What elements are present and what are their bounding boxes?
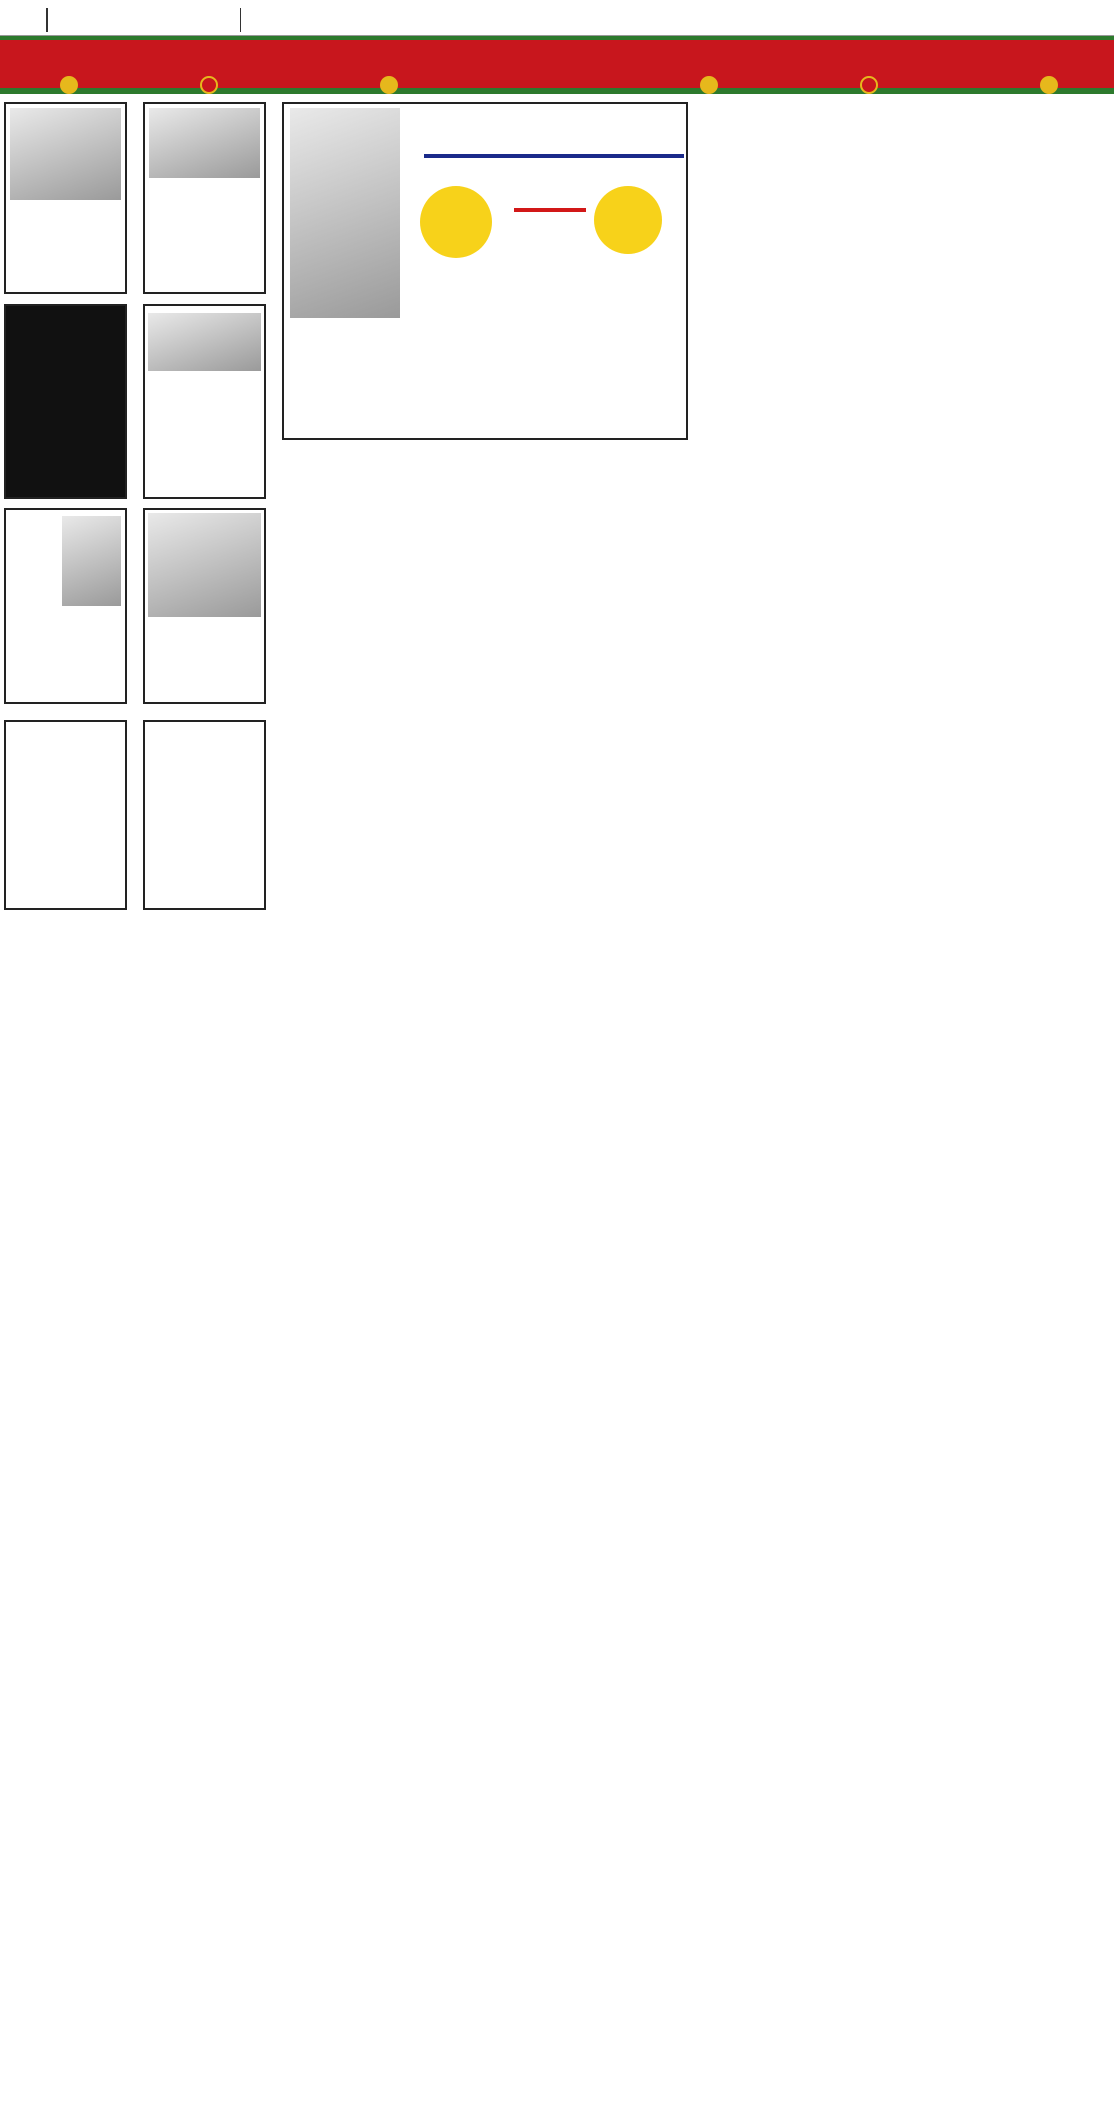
ornament-icon bbox=[860, 76, 878, 94]
ornament-icon bbox=[380, 76, 398, 94]
divider bbox=[240, 8, 241, 32]
ornament-icon bbox=[700, 76, 718, 94]
ad-damaris bbox=[143, 720, 266, 910]
ad-chicas-masajistas bbox=[4, 508, 127, 704]
page-header bbox=[0, 0, 1114, 36]
ad-nueva-sala bbox=[4, 304, 127, 499]
ad-valeria bbox=[4, 720, 127, 910]
ad-photo bbox=[62, 516, 121, 606]
divider bbox=[46, 8, 48, 32]
ad-tagline bbox=[424, 154, 684, 158]
ad-chicas-nuevas bbox=[143, 102, 266, 294]
ad-roxana bbox=[143, 508, 266, 704]
ornament-icon bbox=[1040, 76, 1058, 94]
ad-masajes-24 bbox=[143, 304, 266, 499]
ad-photo bbox=[290, 108, 400, 318]
price-burst bbox=[420, 186, 492, 258]
ornament-icon bbox=[60, 76, 78, 94]
ad-photo bbox=[148, 513, 261, 617]
ad-ultra-power-man bbox=[282, 102, 688, 440]
ad-badge bbox=[514, 208, 586, 212]
ad-photo bbox=[10, 108, 121, 200]
ad-photo bbox=[148, 313, 261, 371]
ad-photo bbox=[149, 108, 260, 178]
section-banner bbox=[0, 36, 1114, 94]
ad-pamela bbox=[4, 102, 127, 294]
price-burst bbox=[594, 186, 662, 254]
ornament-icon bbox=[200, 76, 218, 94]
